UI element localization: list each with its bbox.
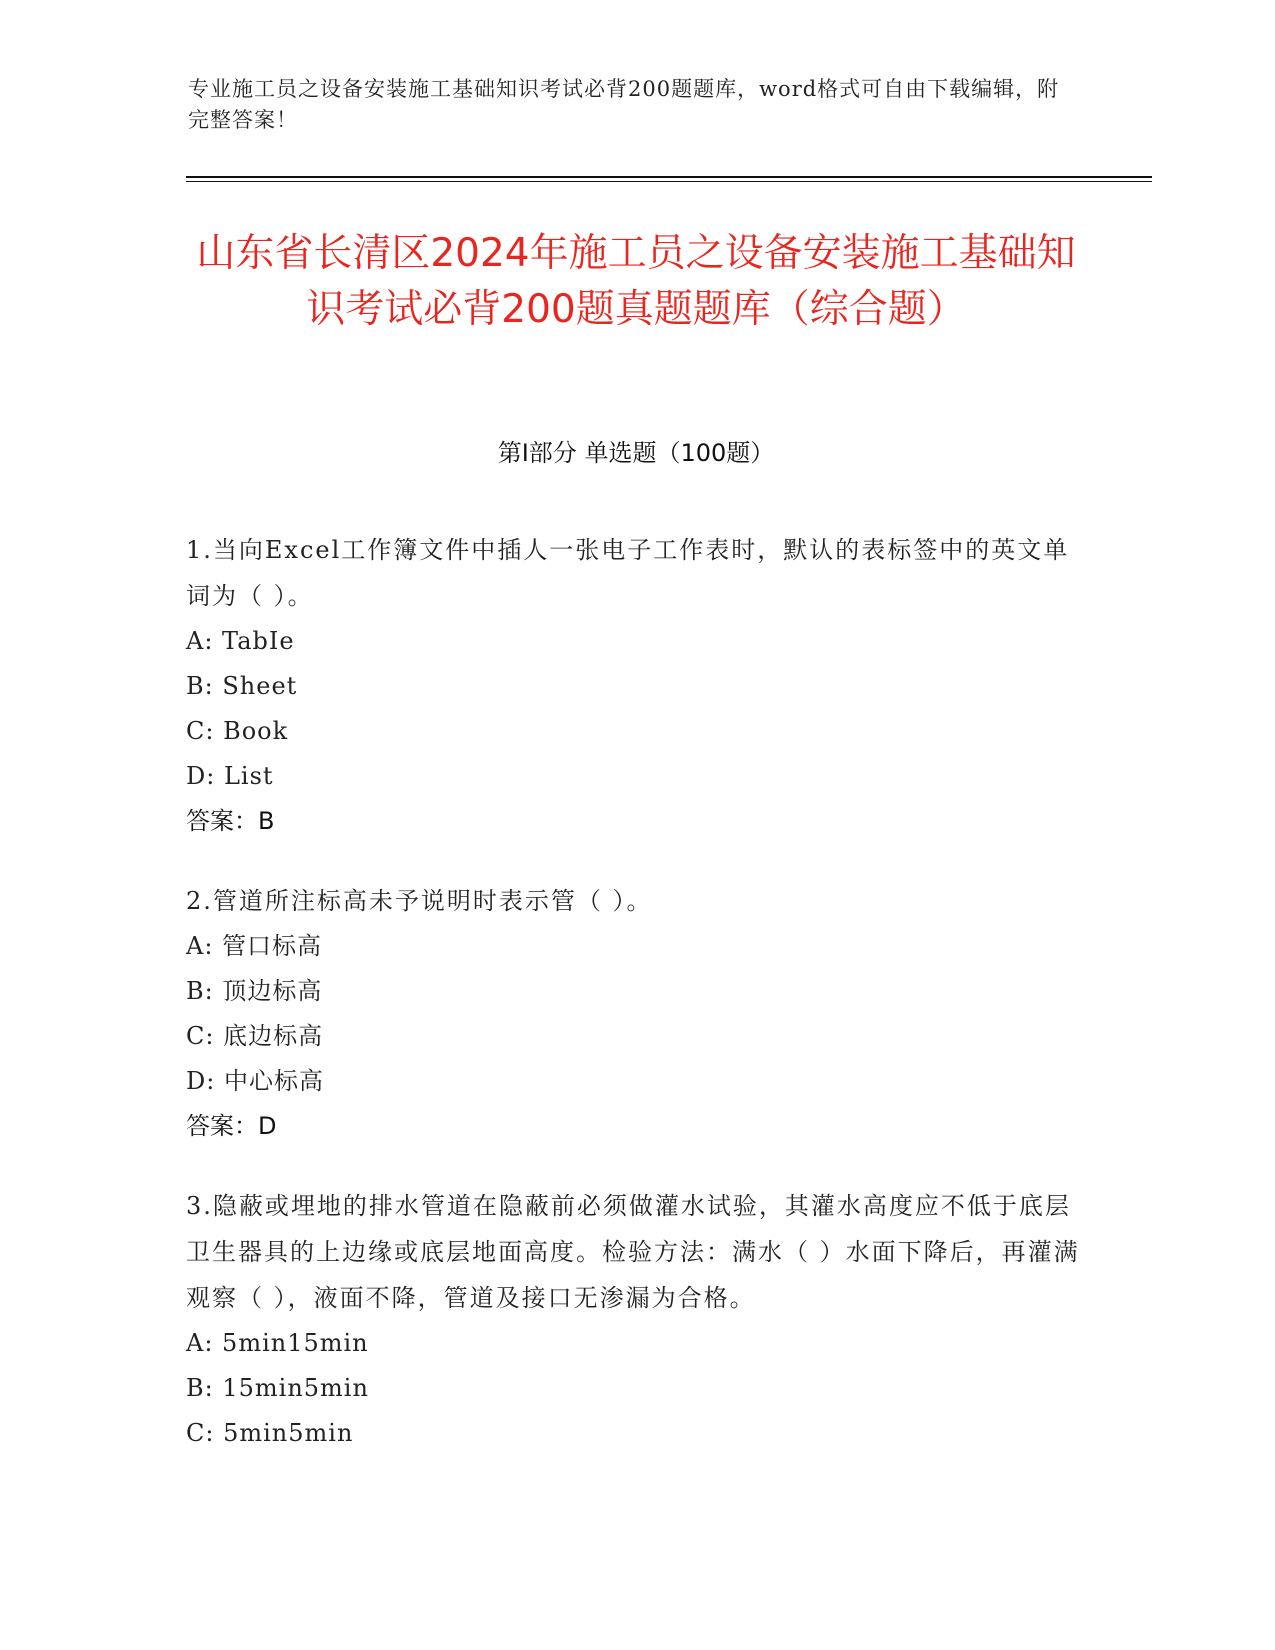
- option-c: C: Book: [186, 717, 289, 745]
- header-note: 专业施工员之设备安装施工基础知识考试必背200题题库，word格式可自由下载编辑，附完整答案！: [188, 77, 1060, 132]
- option-a: A: TabIe: [186, 627, 295, 655]
- answer-text: 答案：D: [186, 1112, 277, 1140]
- header-rule-thick: [186, 176, 1152, 178]
- option-b: B: Sheet: [186, 672, 298, 700]
- answer-text: 答案：B: [186, 807, 275, 835]
- question-item: [186, 878, 1086, 1149]
- option-b: B: 15min5min: [186, 1374, 369, 1402]
- option-a: A: 管口标高: [186, 932, 323, 960]
- option-d: D: 中心标高: [186, 1067, 324, 1095]
- document-title: 山东省长清区2024年施工员之设备安装施工基础知识考试必背200题真题题库（综合题）: [196, 231, 1076, 332]
- question-text: 1.当向Excel工作簿文件中插人一张电子工作表时，默认的表标签中的英文单词为（ ）。: [186, 536, 1070, 610]
- question-text: 2.管道所注标高未予说明时表示管（ ）。: [186, 887, 653, 915]
- option-c: C: 底边标高: [186, 1022, 324, 1050]
- option-c: C: 5min5min: [186, 1419, 354, 1447]
- header-rule-thin: [186, 181, 1152, 182]
- section-heading: 第I部分 单选题（100题）: [497, 439, 775, 467]
- question-item: [186, 1183, 1086, 1456]
- option-d: D: List: [186, 762, 274, 790]
- question-text: 3.隐蔽或埋地的排水管道在隐蔽前必须做灌水试验，其灌水高度应不低于底层卫生器具的上边缘或底层地面高度。检验方法：满水（ ）水面下降后，再灌满观察（ ），液面不降，管道及接口无渗漏为合格。: [186, 1192, 1080, 1312]
- option-b: B: 顶边标高: [186, 977, 323, 1005]
- question-list: [186, 527, 1086, 1490]
- question-item: [186, 527, 1086, 844]
- option-a: A: 5min15min: [186, 1329, 369, 1357]
